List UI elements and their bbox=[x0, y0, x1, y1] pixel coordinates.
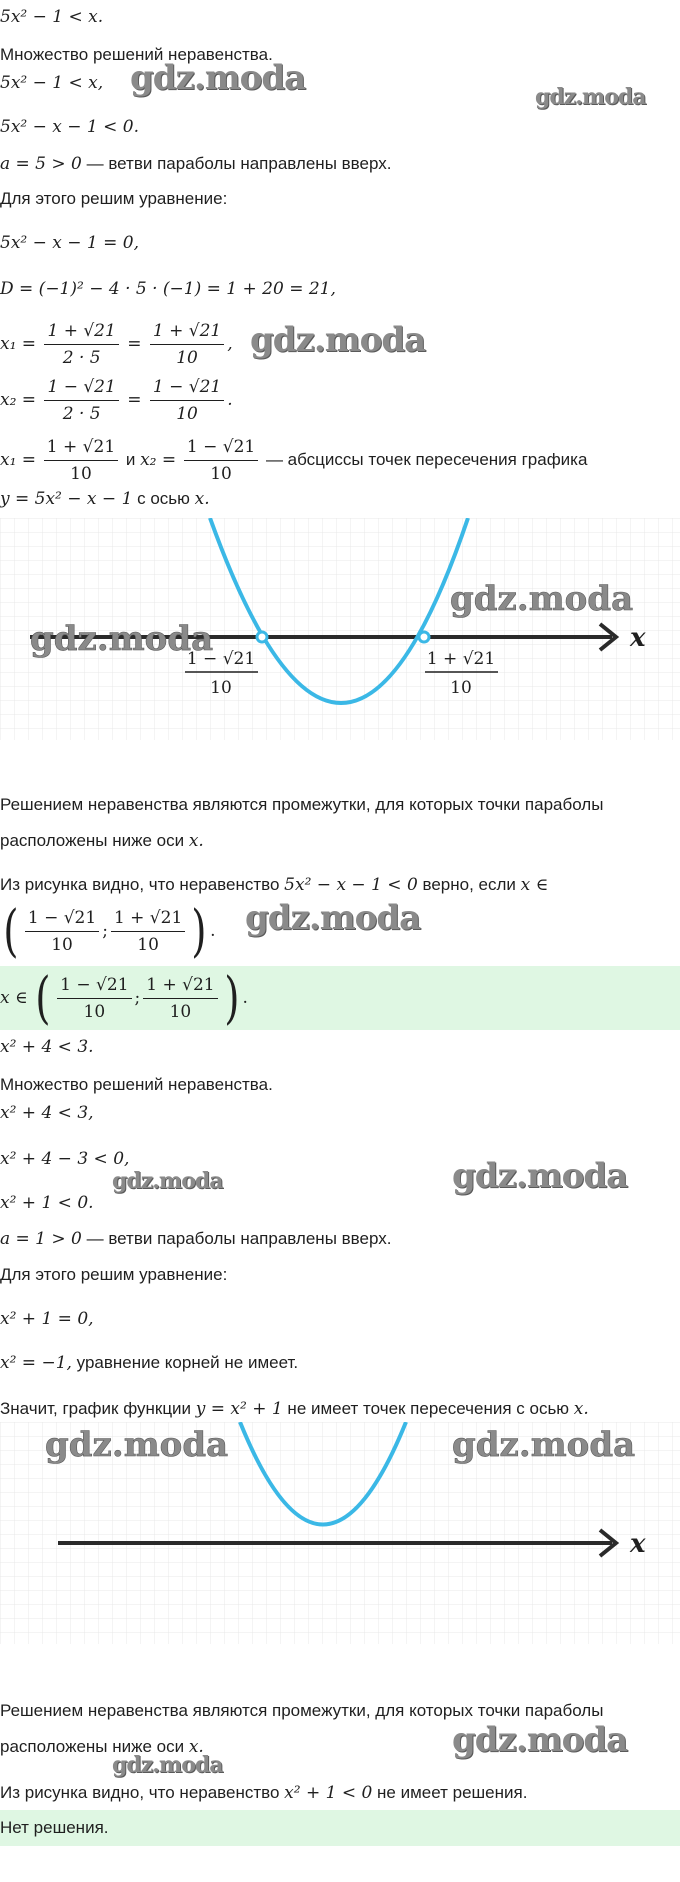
quadratic-equation: 5x² − x − 1 = 0, bbox=[0, 233, 139, 253]
watermark: gdz.moda bbox=[245, 898, 421, 938]
x-axis-label: x bbox=[630, 1529, 646, 1559]
punctuation: . bbox=[242, 988, 248, 1008]
abscissa-x1-lhs: x₁ = bbox=[0, 450, 37, 470]
root-x2-fraction bbox=[44, 374, 118, 427]
open-paren: ( bbox=[35, 965, 51, 1031]
figure-conclusion bbox=[0, 874, 548, 896]
figure-conclusion-text: Из рисунка видно, что неравенство bbox=[0, 875, 285, 894]
fraction-numerator: 1 + √21 bbox=[143, 972, 217, 999]
abscissas-text: — абсциссы точек пересечения графика bbox=[261, 450, 588, 469]
fraction-denominator: 2 · 5 bbox=[62, 348, 101, 368]
solution-set-label: Множество решений неравенства. bbox=[0, 45, 273, 64]
watermark: gdz.moda bbox=[45, 1425, 229, 1465]
figure-conclusion-text-2: не имеет решения. bbox=[372, 1783, 528, 1802]
equals-sign: = bbox=[127, 334, 142, 354]
fraction-numerator: 1 − √21 bbox=[184, 434, 258, 461]
answer-separator: ; bbox=[134, 988, 141, 1008]
equation-math: x² = −1, bbox=[0, 1353, 72, 1373]
fraction-numerator: 1 − √21 bbox=[25, 905, 99, 932]
open-paren: ( bbox=[3, 898, 19, 964]
abscissa-x2-lhs: x₂ = bbox=[140, 450, 177, 470]
interval-line bbox=[0, 898, 216, 964]
close-paren: ) bbox=[191, 898, 207, 964]
parabola-graph-2 bbox=[0, 1422, 680, 1644]
and-word: и bbox=[121, 450, 141, 469]
function-math: y = 5x² − x − 1 bbox=[0, 489, 133, 509]
solve-equation-label: Для этого решим уравнение: bbox=[0, 1265, 228, 1284]
below-axis-text: расположены ниже оси bbox=[0, 831, 189, 850]
root-point-left bbox=[257, 632, 267, 642]
figure-conclusion bbox=[0, 1782, 527, 1804]
fraction-numerator: 1 + √21 bbox=[111, 905, 185, 932]
solution-explanation-1: Решением неравенства являются промежутки, для которых точки параболы bbox=[0, 1701, 604, 1720]
figure-inequality-math: x² + 1 < 0 bbox=[284, 1783, 373, 1803]
root-x1 bbox=[0, 316, 233, 372]
axis-x-math: x. bbox=[188, 831, 204, 851]
interval-right-fraction bbox=[111, 905, 185, 958]
watermark: gdz.moda bbox=[112, 1168, 223, 1194]
inequality-1-restated: 5x² − 1 < x, bbox=[0, 73, 104, 93]
with-axis-text: с осью bbox=[132, 489, 195, 508]
inequality-2-rearranged: x² + 4 − 3 < 0, bbox=[0, 1149, 130, 1169]
interval-left-fraction bbox=[25, 905, 99, 958]
solution-explanation-1: Решением неравенства являются промежутки, для которых точки параболы bbox=[0, 795, 604, 814]
x-axis-label: x bbox=[630, 623, 646, 653]
root-x2-simplified bbox=[150, 374, 224, 427]
close-paren: ) bbox=[223, 965, 240, 1031]
element-of-math: x ∈ bbox=[520, 875, 549, 895]
watermark: gdz.moda bbox=[452, 1425, 636, 1465]
figure-conclusion-text: Из рисунка видно, что неравенство bbox=[0, 1783, 285, 1802]
coefficient-math: a = 1 > 0 bbox=[0, 1229, 82, 1249]
axis-x-math: x. bbox=[188, 1737, 204, 1757]
punctuation: . bbox=[227, 390, 233, 410]
fraction-denominator: 10 bbox=[137, 935, 159, 956]
root-x1-simplified bbox=[150, 318, 224, 371]
inequality-2-restated: x² + 4 < 3, bbox=[0, 1103, 94, 1123]
root-point-right bbox=[419, 632, 429, 642]
abscissas-line bbox=[0, 432, 587, 488]
fraction-denominator: 10 bbox=[83, 1002, 106, 1023]
fraction-numerator: 1 + √21 bbox=[44, 434, 118, 461]
left-root-label-numerator: 1 − √21 bbox=[186, 649, 256, 669]
interval-separator: ; bbox=[102, 921, 108, 941]
left-root-label-denominator: 10 bbox=[210, 678, 232, 698]
watermark: gdz.moda bbox=[30, 619, 214, 659]
function-math: y = x² + 1 bbox=[195, 1399, 283, 1419]
watermark: gdz.moda bbox=[452, 1156, 628, 1196]
answer-left-fraction bbox=[57, 972, 131, 1025]
statement-text-2: не имеет точек пересечения с осью bbox=[282, 1399, 574, 1418]
coefficient-math: a = 5 > 0 bbox=[0, 154, 82, 174]
fraction-numerator: 1 + √21 bbox=[44, 318, 118, 345]
watermark: gdz.moda bbox=[112, 1752, 223, 1778]
watermark: gdz.moda bbox=[250, 320, 426, 360]
figure-inequality-math: 5x² − x − 1 < 0 bbox=[284, 875, 418, 895]
below-axis-text: расположены ниже оси bbox=[0, 1737, 189, 1756]
root-x1-lhs: x₁ = bbox=[0, 334, 37, 354]
statement-text: Значит, график функции bbox=[0, 1399, 196, 1418]
inequality-2-simplified: x² + 1 < 0. bbox=[0, 1193, 94, 1213]
fraction-numerator: 1 − √21 bbox=[44, 374, 118, 401]
fraction-numerator: 1 − √21 bbox=[150, 374, 224, 401]
fraction-denominator: 10 bbox=[176, 404, 198, 424]
solve-equation-label: Для этого решим уравнение: bbox=[0, 189, 228, 208]
no-roots-statement bbox=[0, 1352, 298, 1374]
equals-sign: = bbox=[127, 390, 142, 410]
right-root-label-numerator: 1 + √21 bbox=[426, 649, 496, 669]
inequality-1-rearranged: 5x² − x − 1 < 0. bbox=[0, 117, 139, 137]
figure-conclusion-text-2: верно, если bbox=[417, 875, 521, 894]
no-intersection-statement bbox=[0, 1398, 589, 1420]
answer-2: Нет решения. bbox=[0, 1818, 109, 1837]
right-root-label-denominator: 10 bbox=[450, 678, 472, 698]
no-roots-text: уравнение корней не имеет. bbox=[71, 1353, 299, 1372]
coefficient-text: — ветви параболы направлены вверх. bbox=[81, 154, 392, 173]
solution-set-label: Множество решений неравенства. bbox=[0, 1075, 273, 1094]
answer-1 bbox=[0, 966, 248, 1030]
axis-x-math: x. bbox=[194, 489, 210, 509]
root-x1-fraction bbox=[44, 318, 118, 371]
fraction-denominator: 10 bbox=[210, 464, 232, 485]
abscissa-x1-fraction bbox=[44, 434, 118, 487]
inequality-1: 5x² − 1 < x. bbox=[0, 7, 104, 27]
answer-element-of: x ∈ bbox=[0, 988, 28, 1008]
fraction-denominator: 10 bbox=[70, 464, 92, 485]
inequality-2: x² + 4 < 3. bbox=[0, 1037, 94, 1057]
parabola-graph-1 bbox=[0, 518, 680, 740]
axis-x-math: x. bbox=[573, 1399, 589, 1419]
fraction-numerator: 1 − √21 bbox=[57, 972, 131, 999]
answer-right-fraction bbox=[143, 972, 217, 1025]
fraction-denominator: 10 bbox=[176, 348, 198, 368]
root-x2-lhs: x₂ = bbox=[0, 390, 37, 410]
fraction-denominator: 2 · 5 bbox=[62, 404, 101, 424]
watermark: gdz.moda bbox=[450, 579, 634, 619]
solution-explanation-2 bbox=[0, 830, 204, 852]
watermark: gdz.moda bbox=[452, 1720, 628, 1760]
watermark: gdz.moda bbox=[130, 58, 306, 98]
watermark: gdz.moda bbox=[535, 84, 646, 110]
fraction-denominator: 10 bbox=[169, 1002, 192, 1023]
fraction-numerator: 1 + √21 bbox=[150, 318, 224, 345]
coefficient-note bbox=[0, 153, 391, 175]
discriminant: D = (−1)² − 4 · 5 · (−1) = 1 + 20 = 21, bbox=[0, 279, 336, 299]
coefficient-text: — ветви параболы направлены вверх. bbox=[81, 1229, 392, 1248]
abscissa-x2-fraction bbox=[184, 434, 258, 487]
abscissas-line-2 bbox=[0, 488, 210, 510]
punctuation: , bbox=[227, 334, 233, 354]
punctuation: . bbox=[210, 921, 216, 941]
fraction-denominator: 10 bbox=[51, 935, 73, 956]
coefficient-note bbox=[0, 1228, 391, 1250]
quadratic-equation: x² + 1 = 0, bbox=[0, 1309, 94, 1329]
root-x2 bbox=[0, 372, 233, 428]
